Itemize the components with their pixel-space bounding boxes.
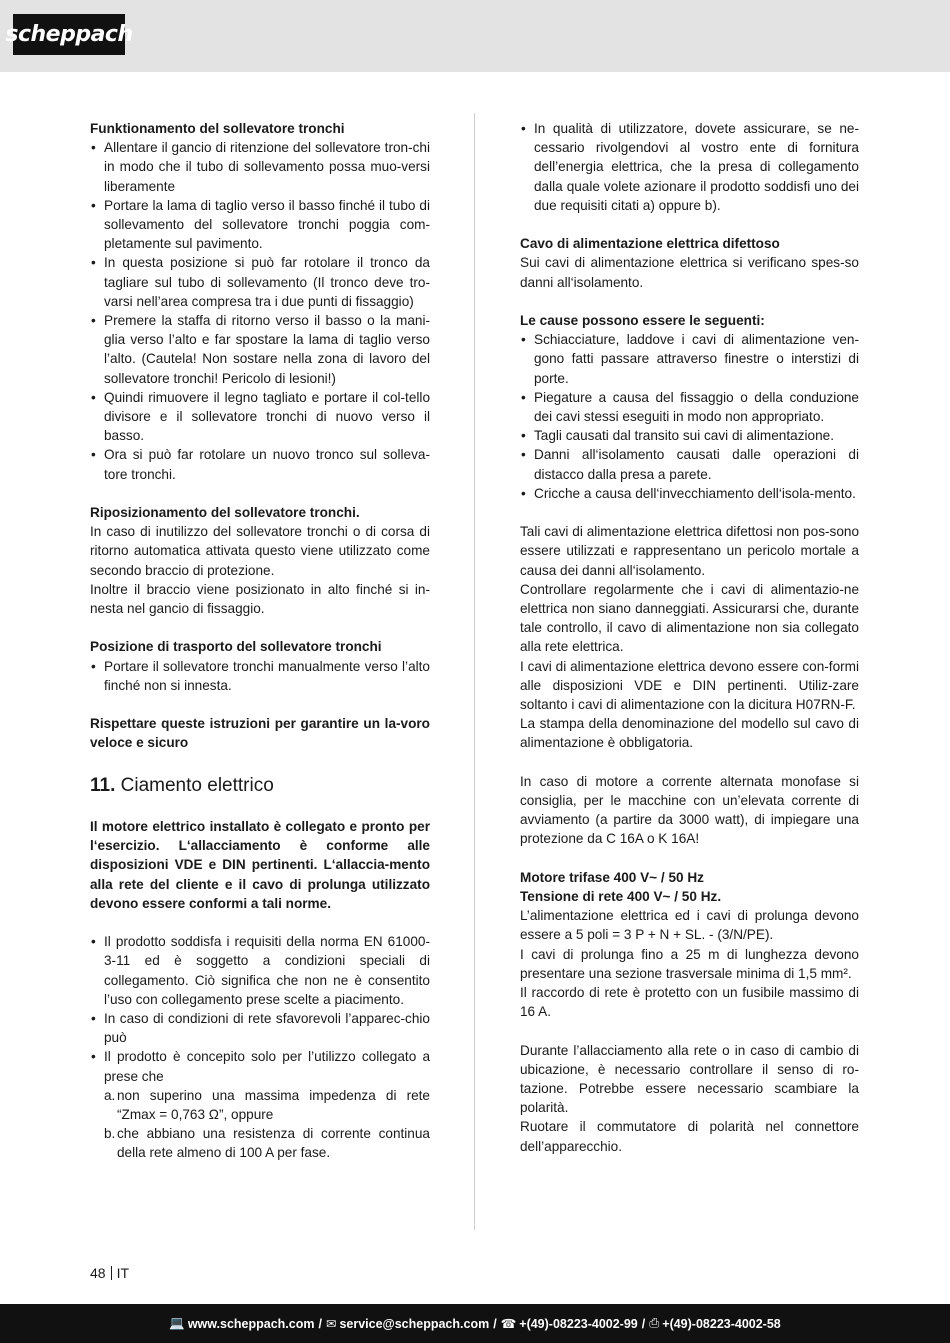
sub-list-marker: b. <box>104 1126 116 1142</box>
sub-list-marker: a. <box>104 1087 116 1103</box>
fax-icon: ⎙ <box>649 1316 660 1330</box>
phone-number[interactable]: +(49)-08223-4002-99 <box>519 1316 638 1331</box>
page-language: IT <box>116 1265 130 1281</box>
column-divider <box>474 113 475 1230</box>
list-item: • Il prodotto è concepito solo per l’utilizzo collegato a prese che <box>90 1047 430 1085</box>
repositioning-paragraph: In caso di inutilizzo del sollevatore tronchi o di corsa di ritorno automatica attivata questo viene utilizzato come secondo braccio di protezione. <box>90 524 430 578</box>
contact-footer <box>0 1304 950 1343</box>
rotation-paragraph: Durante l’allacciamento alla rete o in caso di cambio di ubicazione, è necessario controllare il senso di ro-tazione. Potrebbe essere necessario scambiare la polarità. <box>520 1042 859 1116</box>
rotation-paragraph: Ruotare il commutatore di polarità nel connettore dell’apparecchio. <box>520 1119 859 1154</box>
user-responsibility-list <box>520 119 859 215</box>
repositioning-paragraph: Inoltre il braccio viene posizionato in alto finché si in-nesta nel gancio di fissaggio. <box>90 581 430 617</box>
phone-icon: ☎ <box>500 1317 517 1331</box>
list-item: • Premere la staffa di ritorno verso il basso o la mani-glia verso l’alto e far spostare la lama di taglio verso l’alto. (Cautela! Non sostare nella zona di lavoro del sollevatore tronchi! Pericolo di lesioni!) <box>90 311 430 388</box>
email-icon: ✉ <box>325 1317 337 1331</box>
list-item: • Danni all‘isolamento causati dalle operazioni di distacco dalla presa a parete. <box>520 445 859 483</box>
list-item: • Piegature a causa del fissaggio o della conduzione dei cavi stessi eseguiti in modo non appropriato. <box>520 388 859 426</box>
mains-voltage-heading: Tensione di rete 400 V~ / 50 Hz. <box>520 889 722 905</box>
sub-list-item <box>90 1086 430 1124</box>
list-item: • Il prodotto soddisfa i requisiti della norma EN 61000- 3-11 ed è soggetto a condizioni speciali di collegamento. Ciò significa che non ne è consentito l’uso con collegamento prese scelte a piacimento. <box>90 932 430 1009</box>
safety-note: Rispettare queste istruzioni per garantire un la-voro veloce e sicuro <box>90 716 430 751</box>
sub-requirements-list <box>90 1086 430 1163</box>
list-item: • In questa posizione si può far rotolare il tronco da tagliare sul tubo di sollevamento (Il tronco deve tro-varsi nell’area compresa tra i due punti di fissaggio) <box>90 253 430 311</box>
list-item: • Portare il sollevatore tronchi manualmente verso l’alto finché non si innesta. <box>90 657 430 695</box>
footer-separator: / <box>493 1316 497 1331</box>
transport-position-list <box>90 657 430 695</box>
list-item: • In qualità di utilizzatore, dovete assicurare, se ne-cessario rivolgendovi al vostro ente di fornitura dell’energia elettrica, che la presa di collegamento dalla quale volete azionare il prodotto soddisfi uno dei due requisiti citati a) oppure b). <box>520 119 859 215</box>
list-item: • Allentare il gancio di ritenzione del sollevatore tron-chi in modo che il tubo di sollevamento possa muo-versi liberamente <box>90 138 430 196</box>
defective-cable-heading: Cavo di alimentazione elettrica difettoso <box>520 236 780 252</box>
three-phase-paragraph: L’alimentazione elettrica ed i cavi di prolunga devono essere a 5 poli = 3 P + N + SL. - (3/N/PE). <box>520 908 859 943</box>
three-phase-paragraph: Il raccordo di rete è protetto con un fusibile massimo di 16 A. <box>520 985 859 1020</box>
requirements-list <box>90 932 430 1086</box>
list-item: • Quindi rimuovere il legno tagliato e portare il col-tello divisore e il sollevatore tronchi di nuovo verso il basso. <box>90 388 430 446</box>
page-number-value: 48 <box>90 1265 106 1281</box>
log-lifter-operation-list <box>90 138 430 484</box>
sub-list-item <box>90 1124 430 1162</box>
list-item: • Portare la lama di taglio verso il basso finché il tubo di sollevamento del sollevatore tronchi poggia com-pletamente sul pavimento. <box>90 196 430 254</box>
page-number-separator <box>111 1266 112 1280</box>
website-link[interactable]: www.scheppach.com <box>187 1316 315 1331</box>
footer-separator: / <box>641 1316 646 1331</box>
fax-number: +(49)-08223-4002-58 <box>662 1316 781 1331</box>
three-phase-paragraph: I cavi di prolunga fino a 25 m di lunghezza devono presentare una sezione trasversale minima di 1,5 mm². <box>520 946 859 981</box>
list-item: • Tagli causati dal transito sui cavi di alimentazione. <box>520 426 859 445</box>
email-link[interactable]: service@scheppach.com <box>339 1316 490 1331</box>
section-name: Ciamento elettrico <box>120 774 274 796</box>
warning-paragraph: I cavi di alimentazione elettrica devono essere con-formi alle disposizioni VDE e DIN pertinenti. Utiliz-zare soltanto i cavi di alimentazione con la dicitura H07RN-F. <box>520 658 859 713</box>
three-phase-heading: Motore trifase 400 V~ / 50 Hz <box>520 869 704 885</box>
right-column <box>520 119 859 1156</box>
transport-position-heading: Posizione di trasporto del sollevatore tronchi <box>90 639 382 655</box>
list-item: • Cricche a causa dell‘invecchiamento dell‘isola-mento. <box>520 484 859 503</box>
sub-list-text: non superino una massima impedenza di rete “Zmax = 0,763 Ω”, oppure <box>117 1087 430 1123</box>
section-title <box>90 774 430 798</box>
warning-paragraph: La stampa della denominazione del modello sul cavo di alimentazione è obbligatoria. <box>520 716 859 751</box>
left-column <box>90 119 430 1163</box>
list-item: • Ora si può far rotolare un nuovo tronco sul solleva-tore tronchi. <box>90 445 430 483</box>
warning-paragraph: Controllare regolarmente che i cavi di alimentazio-ne elettrica non siano danneggiati. Assicurarsi che, durante tale controllo, il cavo di alimentazione non sia collegato alla rete elettrica. <box>520 581 859 655</box>
log-lifter-operation-heading: Funktionamento del sollevatore tronchi <box>90 121 345 136</box>
footer-separator: / <box>318 1316 322 1331</box>
single-phase-paragraph: In caso di motore a corrente alternata monofase si consiglia, per le macchine con un’elevata corrente di avviamento (a partire da 3000 watt), di impiegare una protezione da C 16A o K 16A! <box>520 773 859 847</box>
page-number <box>90 1265 129 1281</box>
defective-cable-paragraph: Sui cavi di alimentazione elettrica si verificano spes-so danni all‘isolamento. <box>520 255 859 290</box>
section-number: 11. <box>90 774 116 796</box>
warning-paragraph: Tali cavi di alimentazione elettrica difettosi non pos-sono essere utilizzati e rappresentano un pericolo mortale a causa dei danni all‘isolamento. <box>520 524 859 578</box>
scheppach-logo: scheppach <box>13 14 125 55</box>
computer-icon: 💻 <box>169 1316 185 1330</box>
header-bar <box>0 0 950 72</box>
electrical-intro: Il motore elettrico installato è collegato e pronto per l‘esercizio. L‘allacciamento è conforme alle disposizioni VDE e DIN pertinenti. L‘allaccia-mento alla rete del cliente e il cavo di prolunga utilizzato devono essere conformi a tali norme. <box>90 819 430 911</box>
causes-heading: Le cause possono essere le seguenti: <box>520 313 765 328</box>
sub-list-text: che abbiano una resistenza di corrente continua della rete almeno di 100 A per fase. <box>117 1126 430 1161</box>
list-item: • In caso di condizioni di rete sfavorevoli l’apparec-chio può <box>90 1009 430 1047</box>
repositioning-heading: Riposizionamento del sollevatore tronchi. <box>90 505 360 521</box>
causes-list <box>520 330 859 503</box>
list-item: • Schiacciature, laddove i cavi di alimentazione ven-gono fatti passare attraverso finestre o interstizi di porte. <box>520 330 859 388</box>
